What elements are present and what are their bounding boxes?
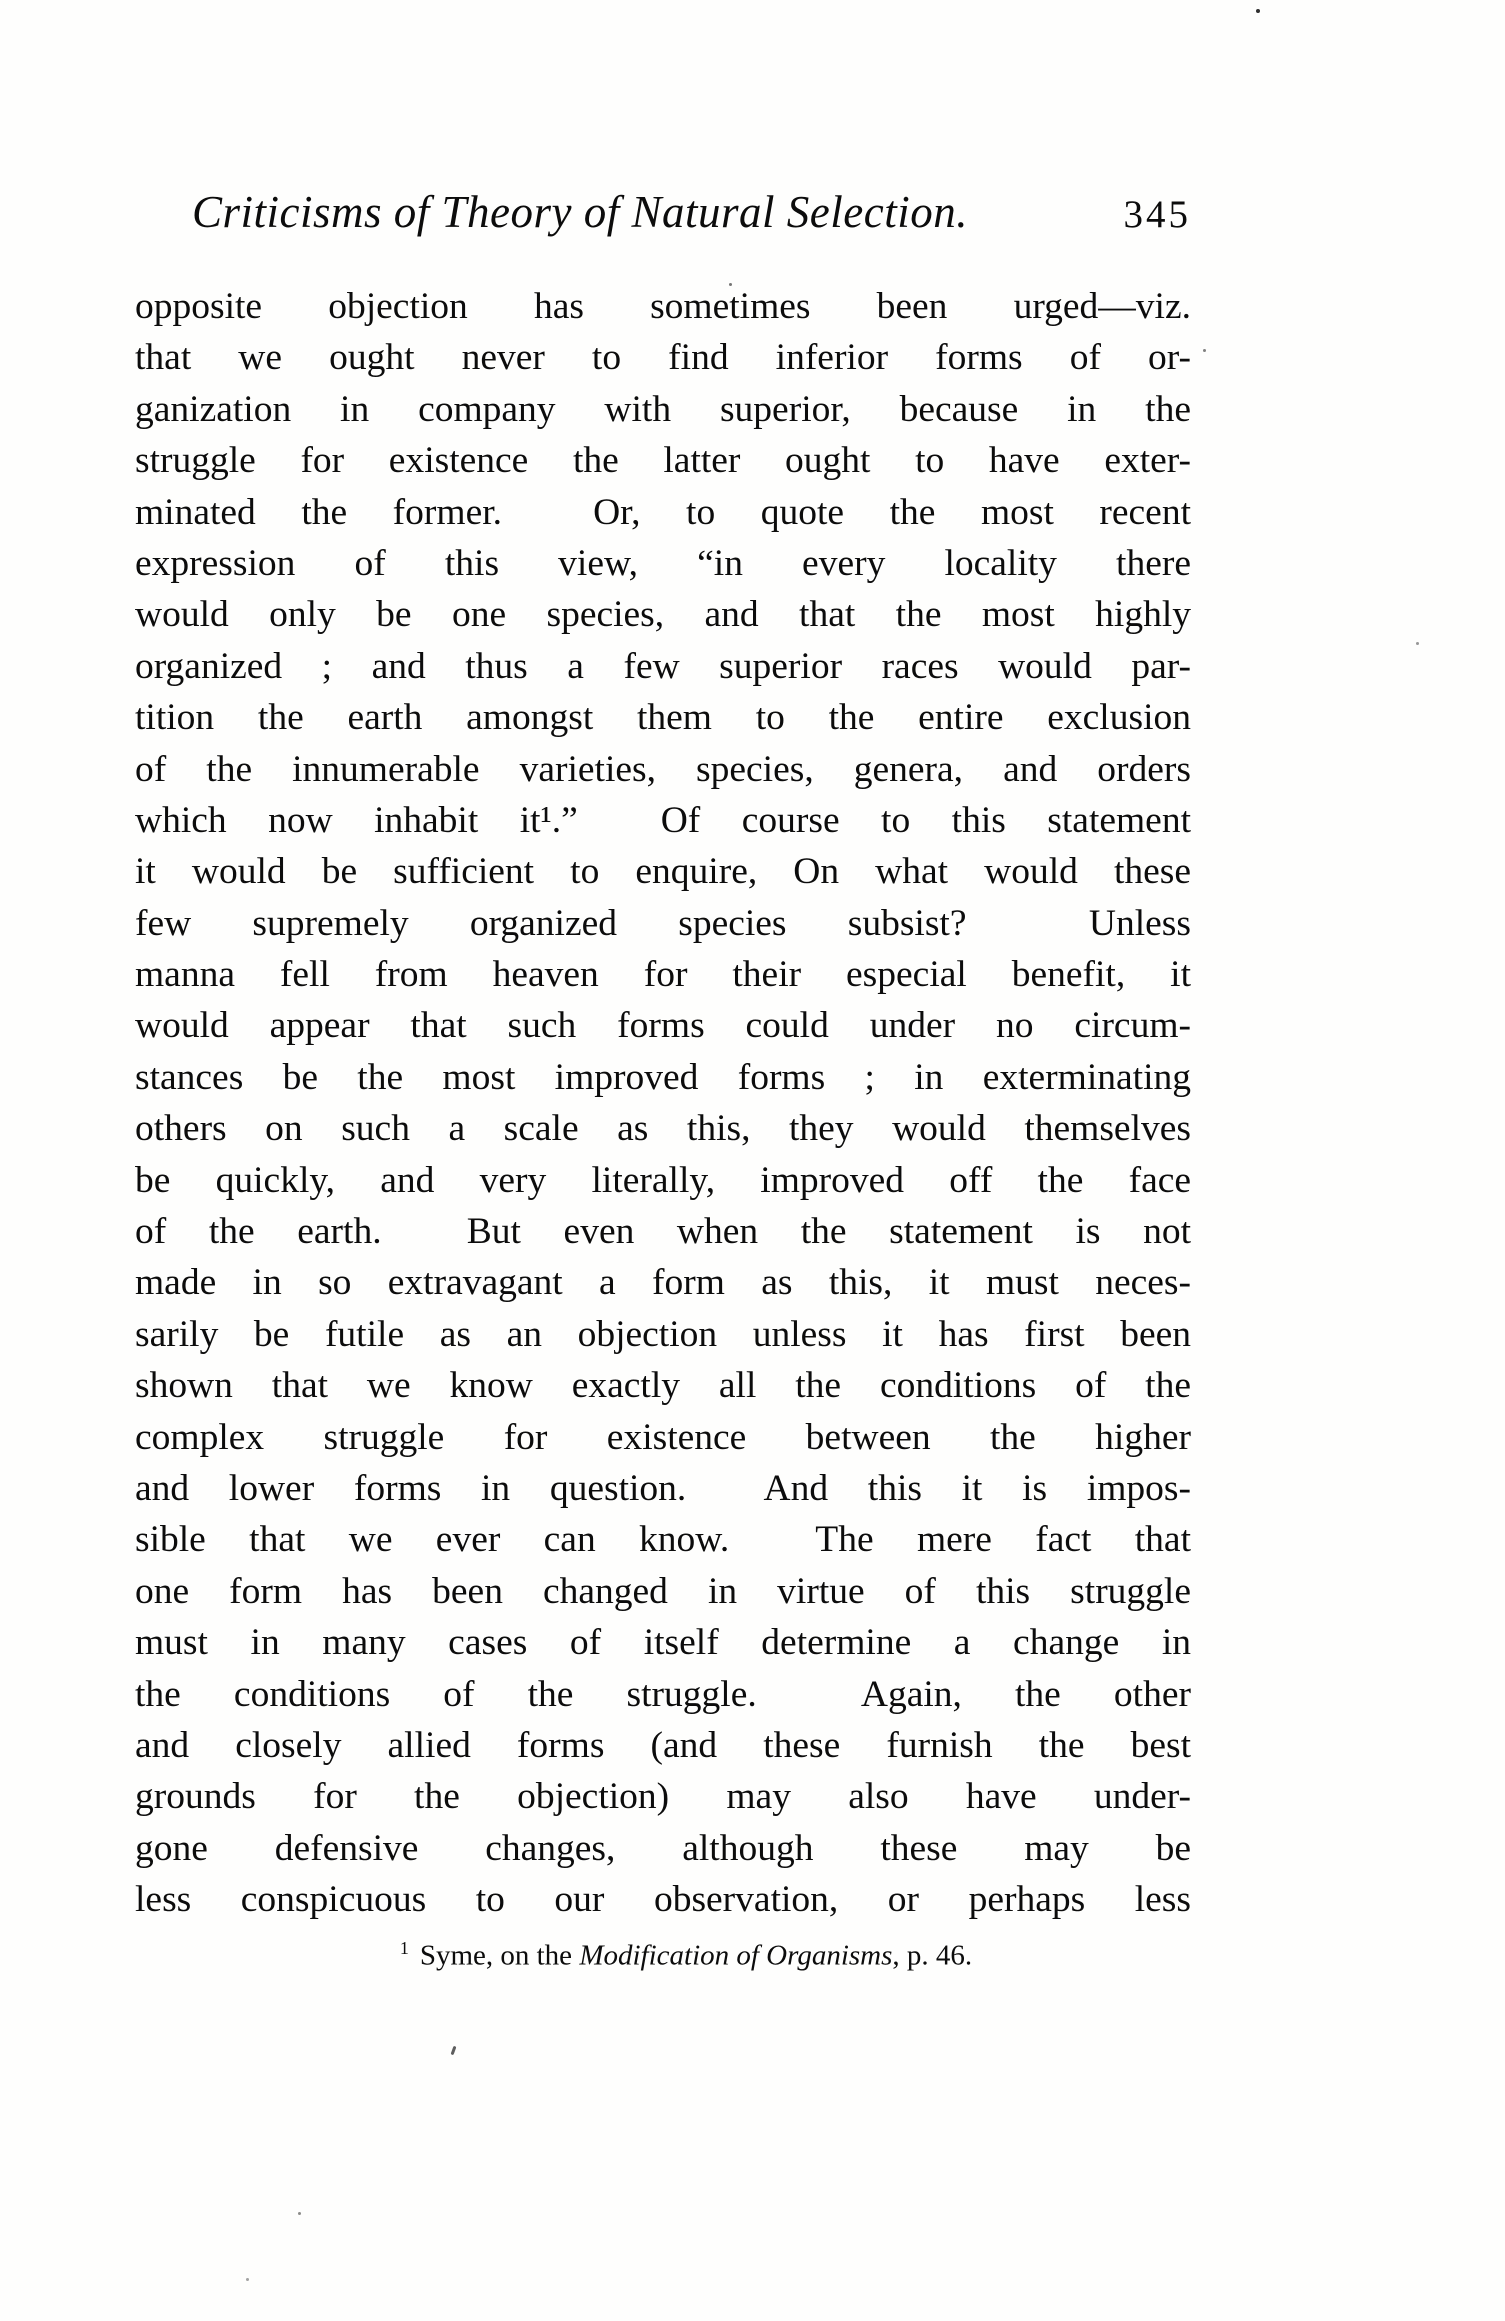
text-line: sarily be futile as an objection unless it has first been	[135, 1313, 1191, 1355]
footnote	[135, 1928, 1191, 1976]
text-line: would appear that such forms could under no circum-	[135, 1005, 1191, 1047]
page-title: Criticisms of Theory of Natural Selection.	[192, 187, 968, 237]
text-line: sible that we ever can know. The mere fact that	[135, 1519, 1191, 1561]
text-line: one form has been changed in virtue of this struggle	[135, 1570, 1191, 1612]
scan-speck	[1203, 349, 1206, 352]
text-line: and closely allied forms (and these furnish the best	[135, 1724, 1191, 1766]
scan-speck	[1416, 642, 1419, 645]
text-line: would only be one species, and that the most highly	[135, 594, 1191, 636]
body-text	[135, 281, 1191, 1926]
scan-speck	[246, 2278, 249, 2281]
text-line: which now inhabit it¹.” Of course to this statement	[135, 799, 1191, 841]
running-header	[135, 186, 1191, 238]
text-line: it would be sufficient to enquire, On what would these	[135, 851, 1191, 893]
footnote-page-ref: , p. 46.	[892, 1939, 973, 1972]
scan-speck	[451, 2046, 457, 2055]
text-line: complex struggle for existence between the higher	[135, 1416, 1191, 1458]
text-line: ganization in company with superior, because in the	[135, 388, 1191, 430]
text-line: few supremely organized species subsist? Unless	[135, 902, 1191, 944]
text-line: less conspicuous to our observation, or perhaps less	[135, 1879, 1191, 1921]
text-line: struggle for existence the latter ought to have exter-	[135, 440, 1191, 482]
text-line: shown that we know exactly all the conditions of the	[135, 1365, 1191, 1407]
footnote-marker: 1	[399, 1938, 409, 1958]
page-number: 345	[1123, 193, 1191, 236]
text-line: others on such a scale as this, they would themselves	[135, 1108, 1191, 1150]
text-line: gone defensive changes, although these may be	[135, 1827, 1191, 1869]
scan-speck	[729, 283, 732, 286]
text-line: tition the earth amongst them to the entire exclusion	[135, 697, 1191, 739]
text-line: be quickly, and very literally, improved off the face	[135, 1159, 1191, 1201]
text-line: made in so extravagant a form as this, it must neces-	[135, 1262, 1191, 1304]
text-line: of the earth. But even when the statement is not	[135, 1211, 1191, 1253]
text-line: stances be the most improved forms ; in exterminating	[135, 1056, 1191, 1098]
text-line: and lower forms in question. And this it is impos-	[135, 1467, 1191, 1509]
text-line: manna fell from heaven for their especial benefit, it	[135, 954, 1191, 996]
text-line: expression of this view, “in every locality there	[135, 542, 1191, 584]
scan-speck	[1256, 9, 1260, 13]
footnote-work-title: Modification of Organisms	[579, 1939, 893, 1972]
text-line: grounds for the objection) may also have under-	[135, 1776, 1191, 1818]
footnote-text: Syme, on the	[419, 1939, 580, 1972]
text-line: minated the former. Or, to quote the most recent	[135, 491, 1191, 533]
text-line: opposite objection has sometimes been urged—viz.	[135, 286, 1191, 327]
text-line: of the innumerable varieties, species, genera, and orders	[135, 748, 1191, 790]
text-line: the conditions of the struggle. Again, the other	[135, 1673, 1191, 1715]
scan-speck	[298, 2212, 301, 2215]
text-line: organized ; and thus a few superior races would par-	[135, 645, 1191, 687]
text-line: that we ought never to find inferior forms of or-	[135, 337, 1191, 379]
text-line: must in many cases of itself determine a change in	[135, 1622, 1191, 1664]
